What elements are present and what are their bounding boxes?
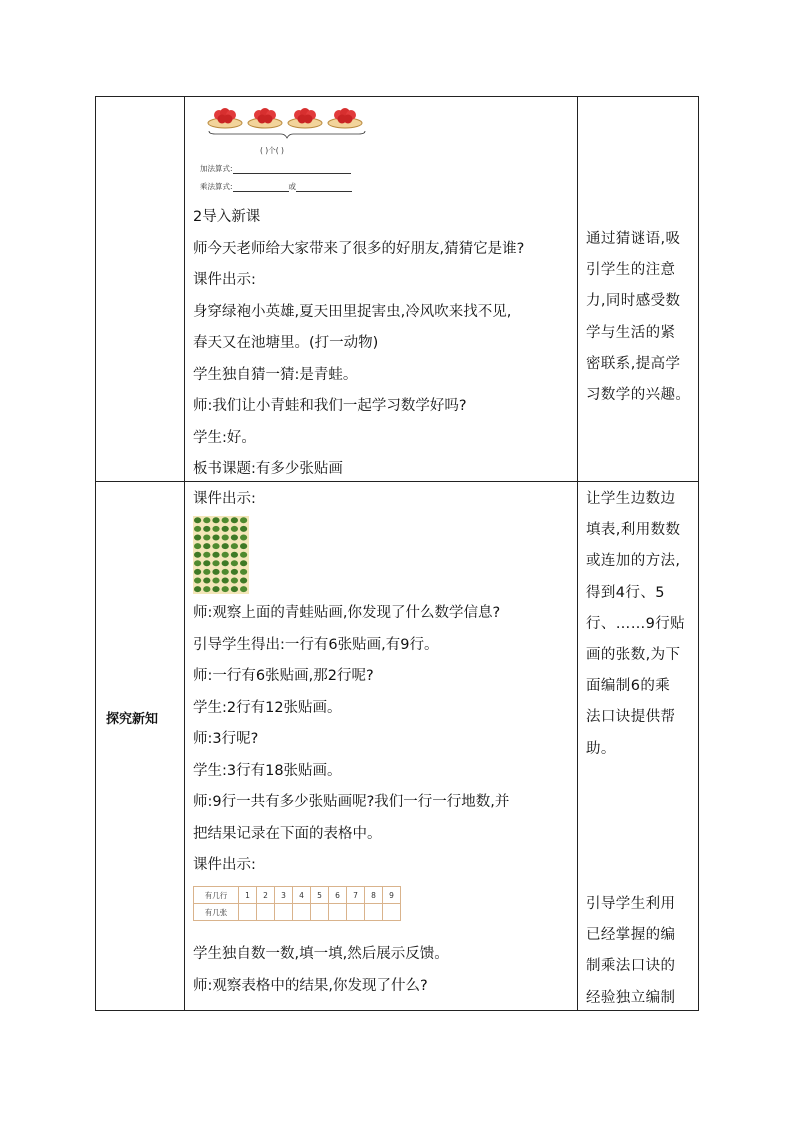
column-divider-1 (184, 96, 185, 1011)
text-line: 师:观察表格中的结果,你发现了什么? (193, 977, 428, 994)
multiplication-blank-2 (296, 183, 352, 192)
text-line: 春天又在池塘里。(打一动物) (193, 335, 379, 351)
frog-sticker (194, 560, 201, 566)
frog-sticker (212, 535, 219, 541)
frog-sticker (240, 569, 247, 575)
apple-plates-figure (205, 100, 375, 150)
design-intent-line: 行、……9行贴 (586, 615, 686, 632)
frog-sticker (194, 543, 201, 549)
table-cell: 4 (293, 887, 311, 904)
text-line: 师今天老师给大家带来了很多的好朋友,猜猜它是谁? (193, 240, 525, 257)
table-cell-empty (239, 904, 257, 921)
frog-sticker (240, 517, 247, 523)
row-divider (95, 481, 699, 482)
design-intent-line: 让学生边数边 (586, 491, 676, 507)
frog-sticker (222, 535, 229, 541)
frog-sticker (222, 578, 229, 584)
frog-sticker (203, 586, 210, 592)
table-cell-empty (293, 904, 311, 921)
courseware-show-label: 课件出示: (193, 491, 256, 507)
design-intent-line: 填表,利用数数 (586, 522, 681, 539)
frog-sticker (194, 526, 201, 532)
frog-sticker (231, 535, 238, 541)
design-intent-line: 力,同时感受数 (586, 293, 681, 310)
frog-sticker (240, 560, 247, 566)
design-intent-line: 引学生的注意 (586, 262, 676, 279)
frog-sticker (231, 543, 238, 549)
table-cell: 6 (329, 887, 347, 904)
design-intent-line: 密联系,提高学 (586, 355, 681, 372)
frog-sticker (222, 569, 229, 575)
frog-sticker (194, 586, 201, 592)
text-line: 师:3行呢? (193, 731, 259, 747)
apple-plate-4 (328, 108, 362, 128)
design-intent-line: 助。 (586, 740, 616, 757)
table-cell-empty (275, 904, 293, 921)
table-cell-empty (347, 904, 365, 921)
frog-sticker (240, 543, 247, 549)
design-intent-line: 经验独立编制 (586, 989, 676, 1006)
table-cell: 5 (311, 887, 329, 904)
frog-sticker (203, 543, 210, 549)
table-row (194, 904, 401, 921)
frog-sticker (194, 517, 201, 523)
frog-sticker (231, 526, 238, 532)
frog-sticker (212, 526, 219, 532)
table-row (194, 887, 401, 904)
row-header-count: 有几张 (194, 904, 239, 921)
frog-sticker (203, 526, 210, 532)
table-cell-empty (383, 904, 401, 921)
frog-sticker (240, 586, 247, 592)
frog-sticker (212, 569, 219, 575)
table-cell: 2 (257, 887, 275, 904)
multiplication-blank-1 (233, 183, 289, 192)
frog-sticker (240, 526, 247, 532)
apple-plate-3 (288, 108, 322, 128)
text-line: 师:观察上面的青蛙贴画,你发现了什么数学信息? (193, 605, 501, 621)
column-divider-2 (577, 96, 578, 1011)
frog-sticker (231, 552, 238, 558)
design-intent-line: 制乘法口诀的 (586, 958, 676, 975)
text-line: 师:我们让小青蛙和我们一起学习数学好吗? (193, 398, 467, 414)
frog-sticker (222, 552, 229, 558)
design-intent-line: 习数学的兴趣。 (586, 387, 691, 403)
frog-sticker (203, 578, 210, 584)
frog-sticker (194, 578, 201, 584)
design-intent-line: 法口诀提供帮 (586, 709, 676, 726)
frog-sticker (240, 552, 247, 558)
frog-sticker (212, 552, 219, 558)
group-count-label: ( )个( ) (260, 146, 284, 155)
text-line: 师:9行一共有多少张贴画呢?我们一行一行地数,并 (193, 794, 510, 810)
text-line: 学生:好。 (193, 429, 256, 446)
frog-sticker (203, 560, 210, 566)
frog-sticker (231, 517, 238, 523)
table-cell-empty (329, 904, 347, 921)
text-line: 板书课题:有多少张贴画 (193, 461, 343, 477)
table-cell-empty (365, 904, 383, 921)
design-intent-line: 引导学生利用 (586, 896, 676, 912)
frog-sticker (222, 517, 229, 523)
table-cell-empty (311, 904, 329, 921)
frog-sticker (231, 586, 238, 592)
table-cell: 1 (239, 887, 257, 904)
text-line: 把结果记录在下面的表格中。 (193, 825, 382, 842)
design-intent-line: 面编制6的乘 (586, 678, 671, 695)
frog-sticker (212, 578, 219, 584)
table-cell: 3 (275, 887, 293, 904)
multiplication-formula-line: 乘法算式: 或 (200, 181, 352, 192)
frog-sticker (222, 526, 229, 532)
frog-sticker (222, 543, 229, 549)
grouping-brace (209, 131, 365, 138)
table-cell-empty (257, 904, 275, 921)
text-line: 学生:3行有18张贴画。 (193, 762, 342, 779)
text-line: 师:一行有6张贴画,那2行呢? (193, 668, 374, 684)
text-line: 引导学生得出:一行有6张贴画,有9行。 (193, 636, 439, 653)
frog-sticker (203, 535, 210, 541)
table-cell: 7 (347, 887, 365, 904)
counting-table (193, 886, 401, 921)
frog-sticker (231, 569, 238, 575)
text-line: 课件出示: (193, 857, 256, 873)
frog-sticker (212, 586, 219, 592)
frog-sticker (231, 578, 238, 584)
frog-sticker (240, 578, 247, 584)
text-line: 课件出示: (193, 272, 256, 288)
text-line: 学生:2行有12张贴画。 (193, 699, 342, 716)
table-cell: 9 (383, 887, 401, 904)
design-intent-line: 或连加的方法, (586, 553, 681, 570)
frog-sticker (194, 535, 201, 541)
frog-sticker (222, 586, 229, 592)
frog-sticker-grid (193, 516, 249, 594)
design-intent-line: 学与生活的紧 (586, 324, 676, 341)
addition-formula-line: 加法算式: (200, 163, 351, 174)
frog-sticker (212, 517, 219, 523)
text-line: 学生独自猜一猜:是青蛙。 (193, 366, 358, 383)
apple-plate-2 (248, 108, 282, 128)
stage-label: 探究新知 (106, 712, 159, 727)
frog-sticker (203, 517, 210, 523)
text-line: 2导入新课 (193, 209, 261, 225)
frog-sticker (203, 569, 210, 575)
apple-plate-1 (208, 108, 242, 128)
frog-sticker (240, 535, 247, 541)
row-header-rows: 有几行 (194, 887, 239, 904)
frog-sticker (194, 552, 201, 558)
frog-sticker (212, 543, 219, 549)
design-intent-line: 画的张数,为下 (586, 647, 681, 663)
frog-sticker (231, 560, 238, 566)
table-cell: 8 (365, 887, 383, 904)
frog-sticker (222, 560, 229, 566)
text-line: 身穿绿袍小英雄,夏天田里捉害虫,冷风吹来找不见, (193, 303, 512, 320)
addition-blank (233, 165, 351, 174)
design-intent-line: 得到4行、5 (586, 584, 665, 601)
design-intent-line: 通过猜谜语,吸 (586, 231, 681, 247)
frog-sticker (212, 560, 219, 566)
frog-sticker (203, 552, 210, 558)
design-intent-line: 已经掌握的编 (586, 927, 676, 944)
text-line: 学生独自数一数,填一填,然后展示反馈。 (193, 946, 449, 962)
frog-sticker (194, 569, 201, 575)
